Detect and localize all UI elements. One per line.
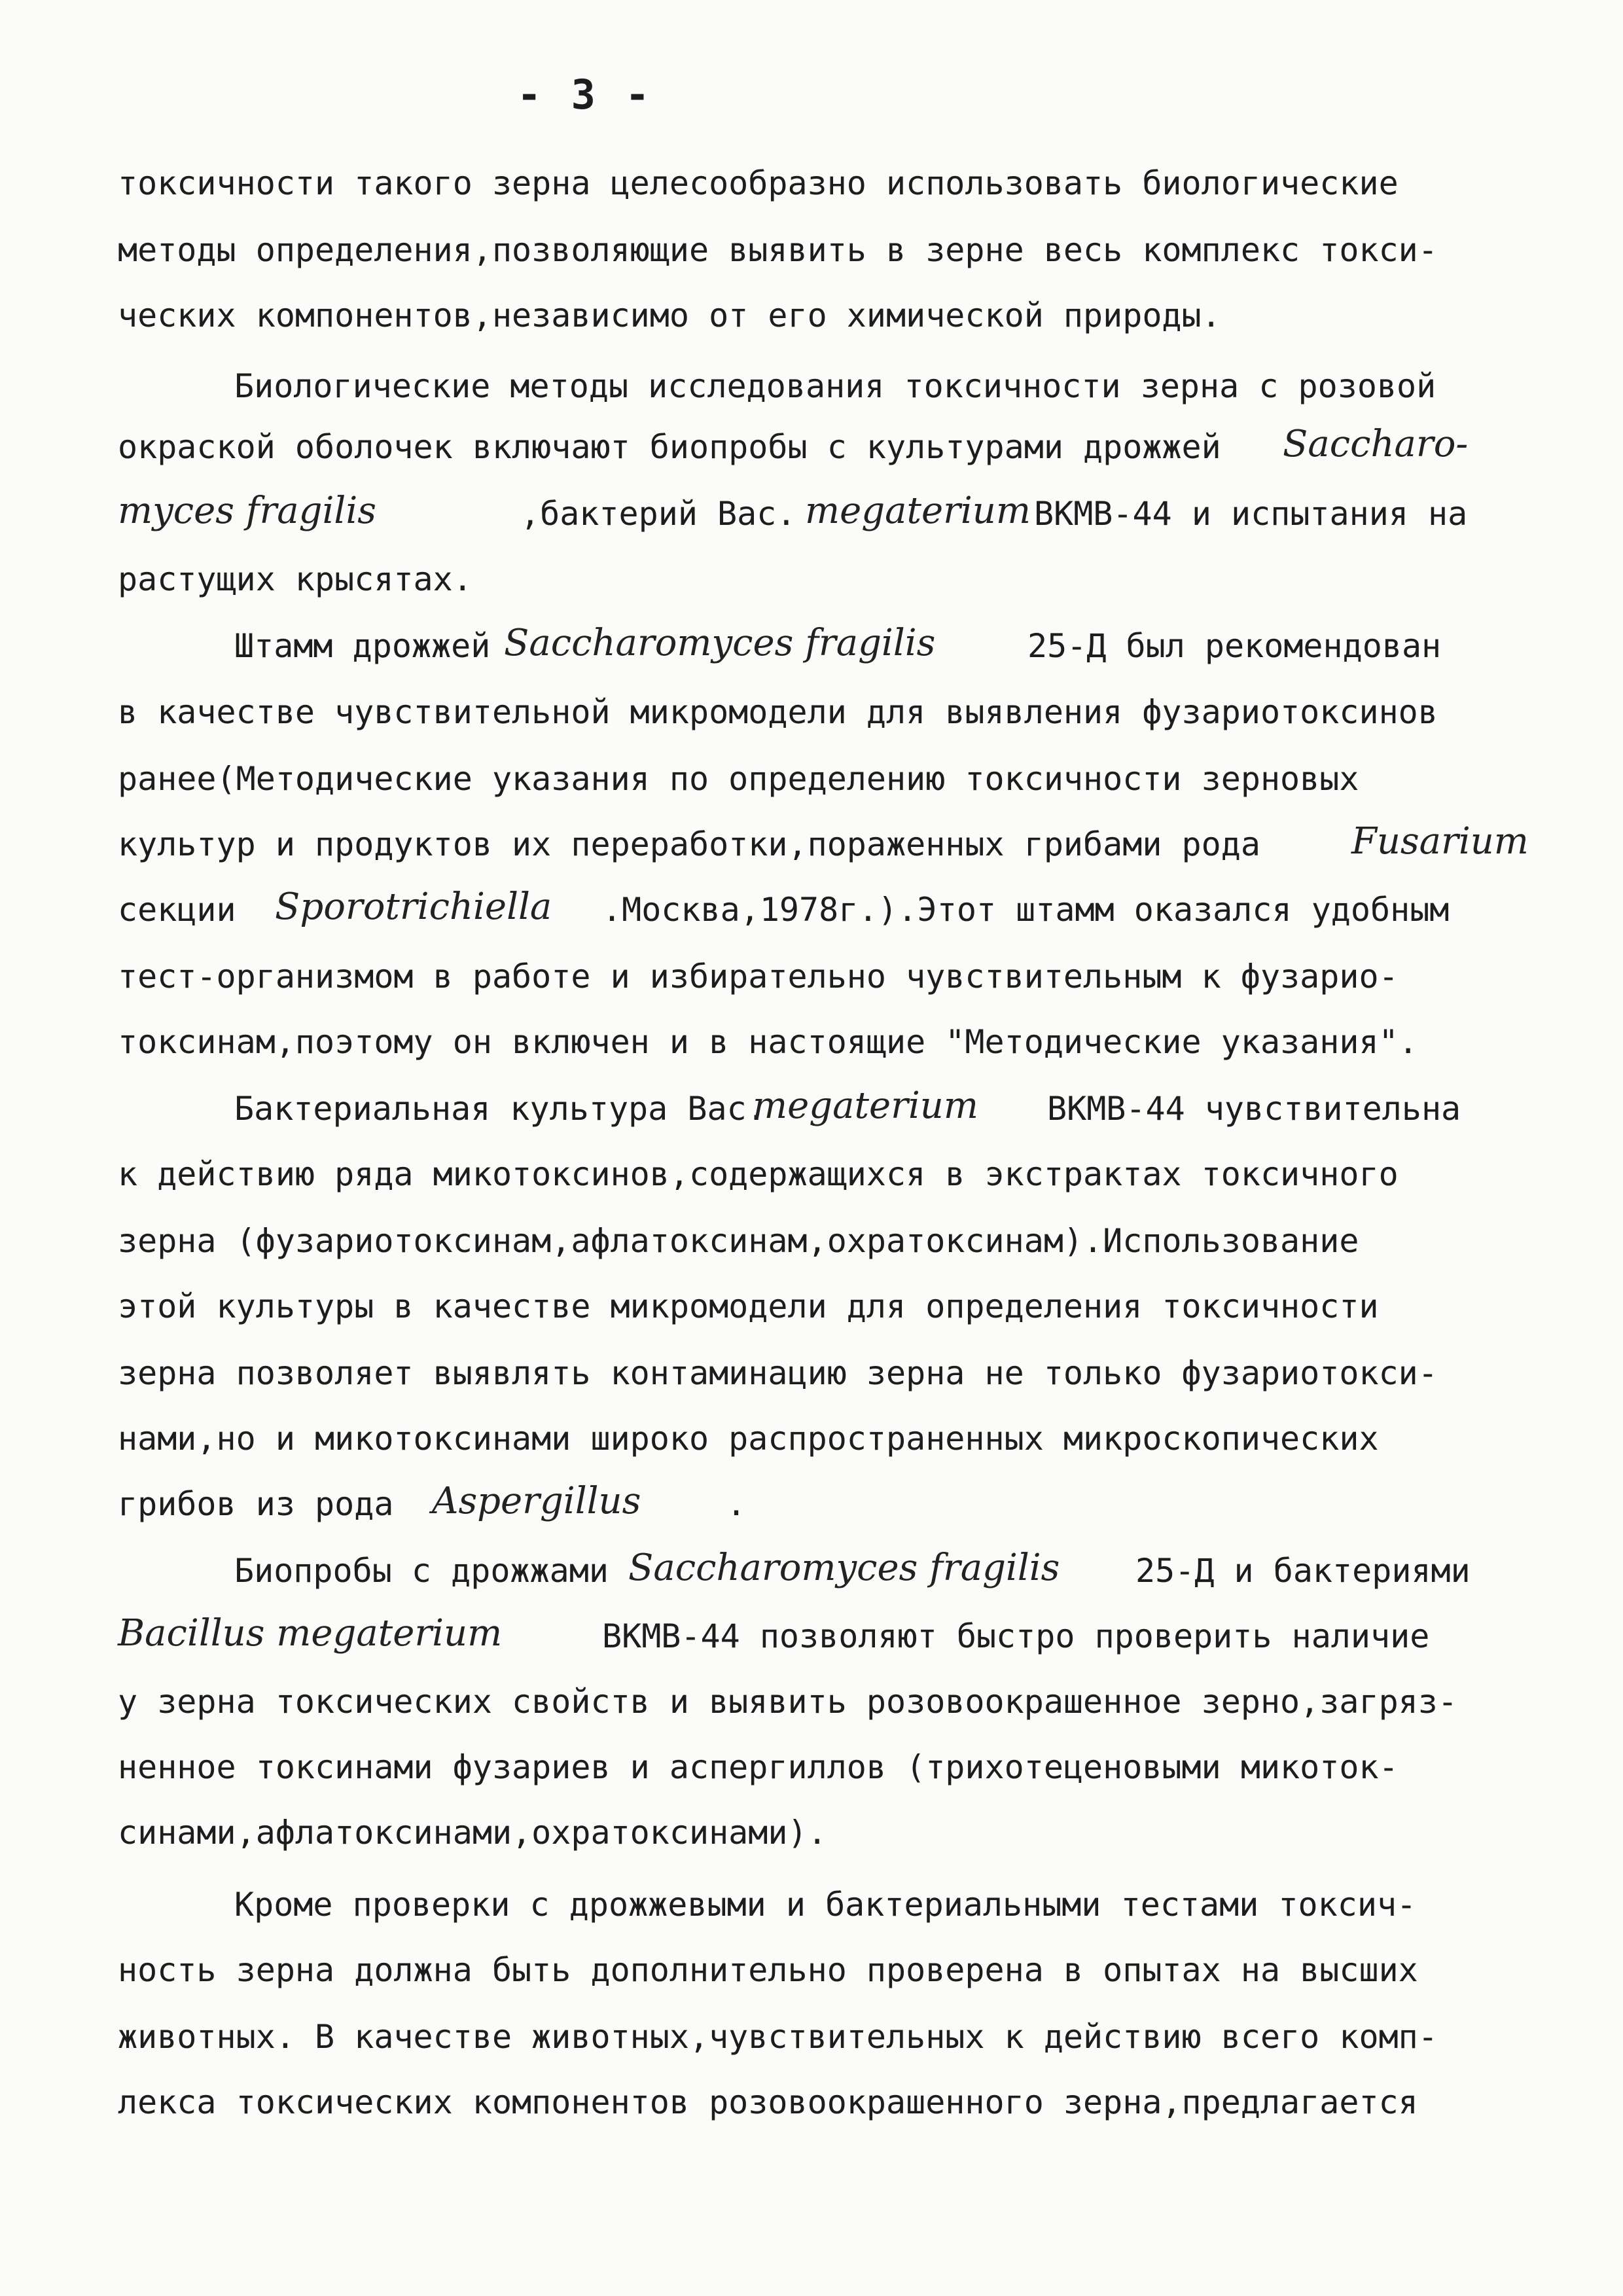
text-line: ВКМВ-44 позволяют быстро проверить наличие	[602, 1617, 1430, 1655]
text-line: зерна позволяет выявлять контаминацию зерна не только фузариотокси-	[118, 1354, 1438, 1392]
handwritten-term: myces fragilis	[118, 490, 376, 532]
text-line: синами,афлатоксинами,охратоксинами).	[118, 1814, 827, 1852]
text-line: 25-Д и бактериями	[1135, 1552, 1471, 1590]
text-line: ВКМВ-44 чувствительна	[1047, 1090, 1461, 1128]
text-line: ненное токсинами фузариев и аспергиллов (трихотеценовыми микоток-	[118, 1748, 1399, 1786]
handwritten-term: Fusarium	[1351, 820, 1529, 863]
text-line: токсичности такого зерна целесообразно использовать биологические	[118, 164, 1399, 202]
text-line: лекса токсических компонентов розовоокрашенного зерна,предлагается	[118, 2083, 1418, 2121]
handwritten-term: megaterium	[805, 490, 1031, 532]
handwritten-term: Saccharomyces fragilis	[628, 1547, 1060, 1589]
text-line: в качестве чувствительной микромодели для выявления фузариотоксинов	[118, 693, 1438, 731]
handwritten-term: Sporotrichiella	[275, 886, 552, 928]
handwritten-term: Bacillus megaterium	[118, 1612, 503, 1655]
text-line: тест-организмом в работе и избирательно чувствительным к фузарио-	[118, 958, 1399, 996]
handwritten-term: Sacchаro-	[1283, 423, 1469, 465]
text-line: растущих крысятах.	[118, 560, 473, 598]
page-number: - 3 -	[517, 71, 652, 118]
text-line: токсинам,поэтому он включен и в настоящие "Методические указания".	[118, 1023, 1418, 1061]
handwritten-term: Aspergillus	[432, 1480, 641, 1522]
text-line: секции	[118, 891, 236, 929]
text-line: зерна (фузариотоксинам,афлатоксинам,охратоксинам).Использование	[118, 1222, 1359, 1260]
text-line: Бактериальная культура Вас.	[234, 1090, 766, 1128]
text-line: окраской оболочек включают биопробы с культурами дрожжей	[118, 428, 1221, 466]
text-line: .	[726, 1485, 747, 1523]
text-line: нами,но и микотоксинами широко распространенных микроскопических	[118, 1420, 1379, 1458]
text-line: к действию ряда микотоксинов,содержащихся в экстрактах токсичного	[118, 1155, 1399, 1193]
text-line: ческих компонентов,независимо от его химической природы.	[118, 296, 1221, 334]
text-line: грибов из рода	[118, 1485, 394, 1523]
text-line: ность зерна должна быть дополнительно проверена в опытах на высших	[118, 1951, 1418, 1989]
text-line: этой культуры в качестве микромодели для определения токсичности	[118, 1287, 1379, 1325]
text-line: культур и продуктов их переработки,пораженных грибами рода	[118, 825, 1260, 863]
text-line: у зерна токсических свойств и выявить розовоокрашенное зерно,загряз-	[118, 1683, 1457, 1721]
text-line: ранее(Методические указания по определению токсичности зерновых	[118, 760, 1359, 798]
text-line: Штамм дрожжей	[234, 627, 491, 665]
text-line: ВКМВ-44 и испытания на	[1034, 495, 1468, 533]
text-line: ,бактерий Вас.	[520, 495, 796, 533]
text-line: 25-Д был рекомендован	[1027, 627, 1442, 665]
text-line: Биологические методы исследования токсичности зерна с розовой	[234, 367, 1436, 405]
text-line: Биопробы с дрожжами	[234, 1552, 609, 1590]
text-line: .Москва,1978г.).Этот штамм оказался удобным	[602, 891, 1450, 929]
text-line: Кроме проверки с дрожжевыми и бактериальными тестами токсич-	[234, 1886, 1417, 1924]
text-line: животных. В качестве животных,чувствительных к действию всего комп-	[118, 2018, 1438, 2056]
text-line: методы определения,позволяющие выявить в зерне весь комплекс токси-	[118, 231, 1438, 269]
handwritten-term: megaterium	[753, 1085, 978, 1127]
handwritten-term: Saccharomyces fragilis	[504, 622, 936, 664]
